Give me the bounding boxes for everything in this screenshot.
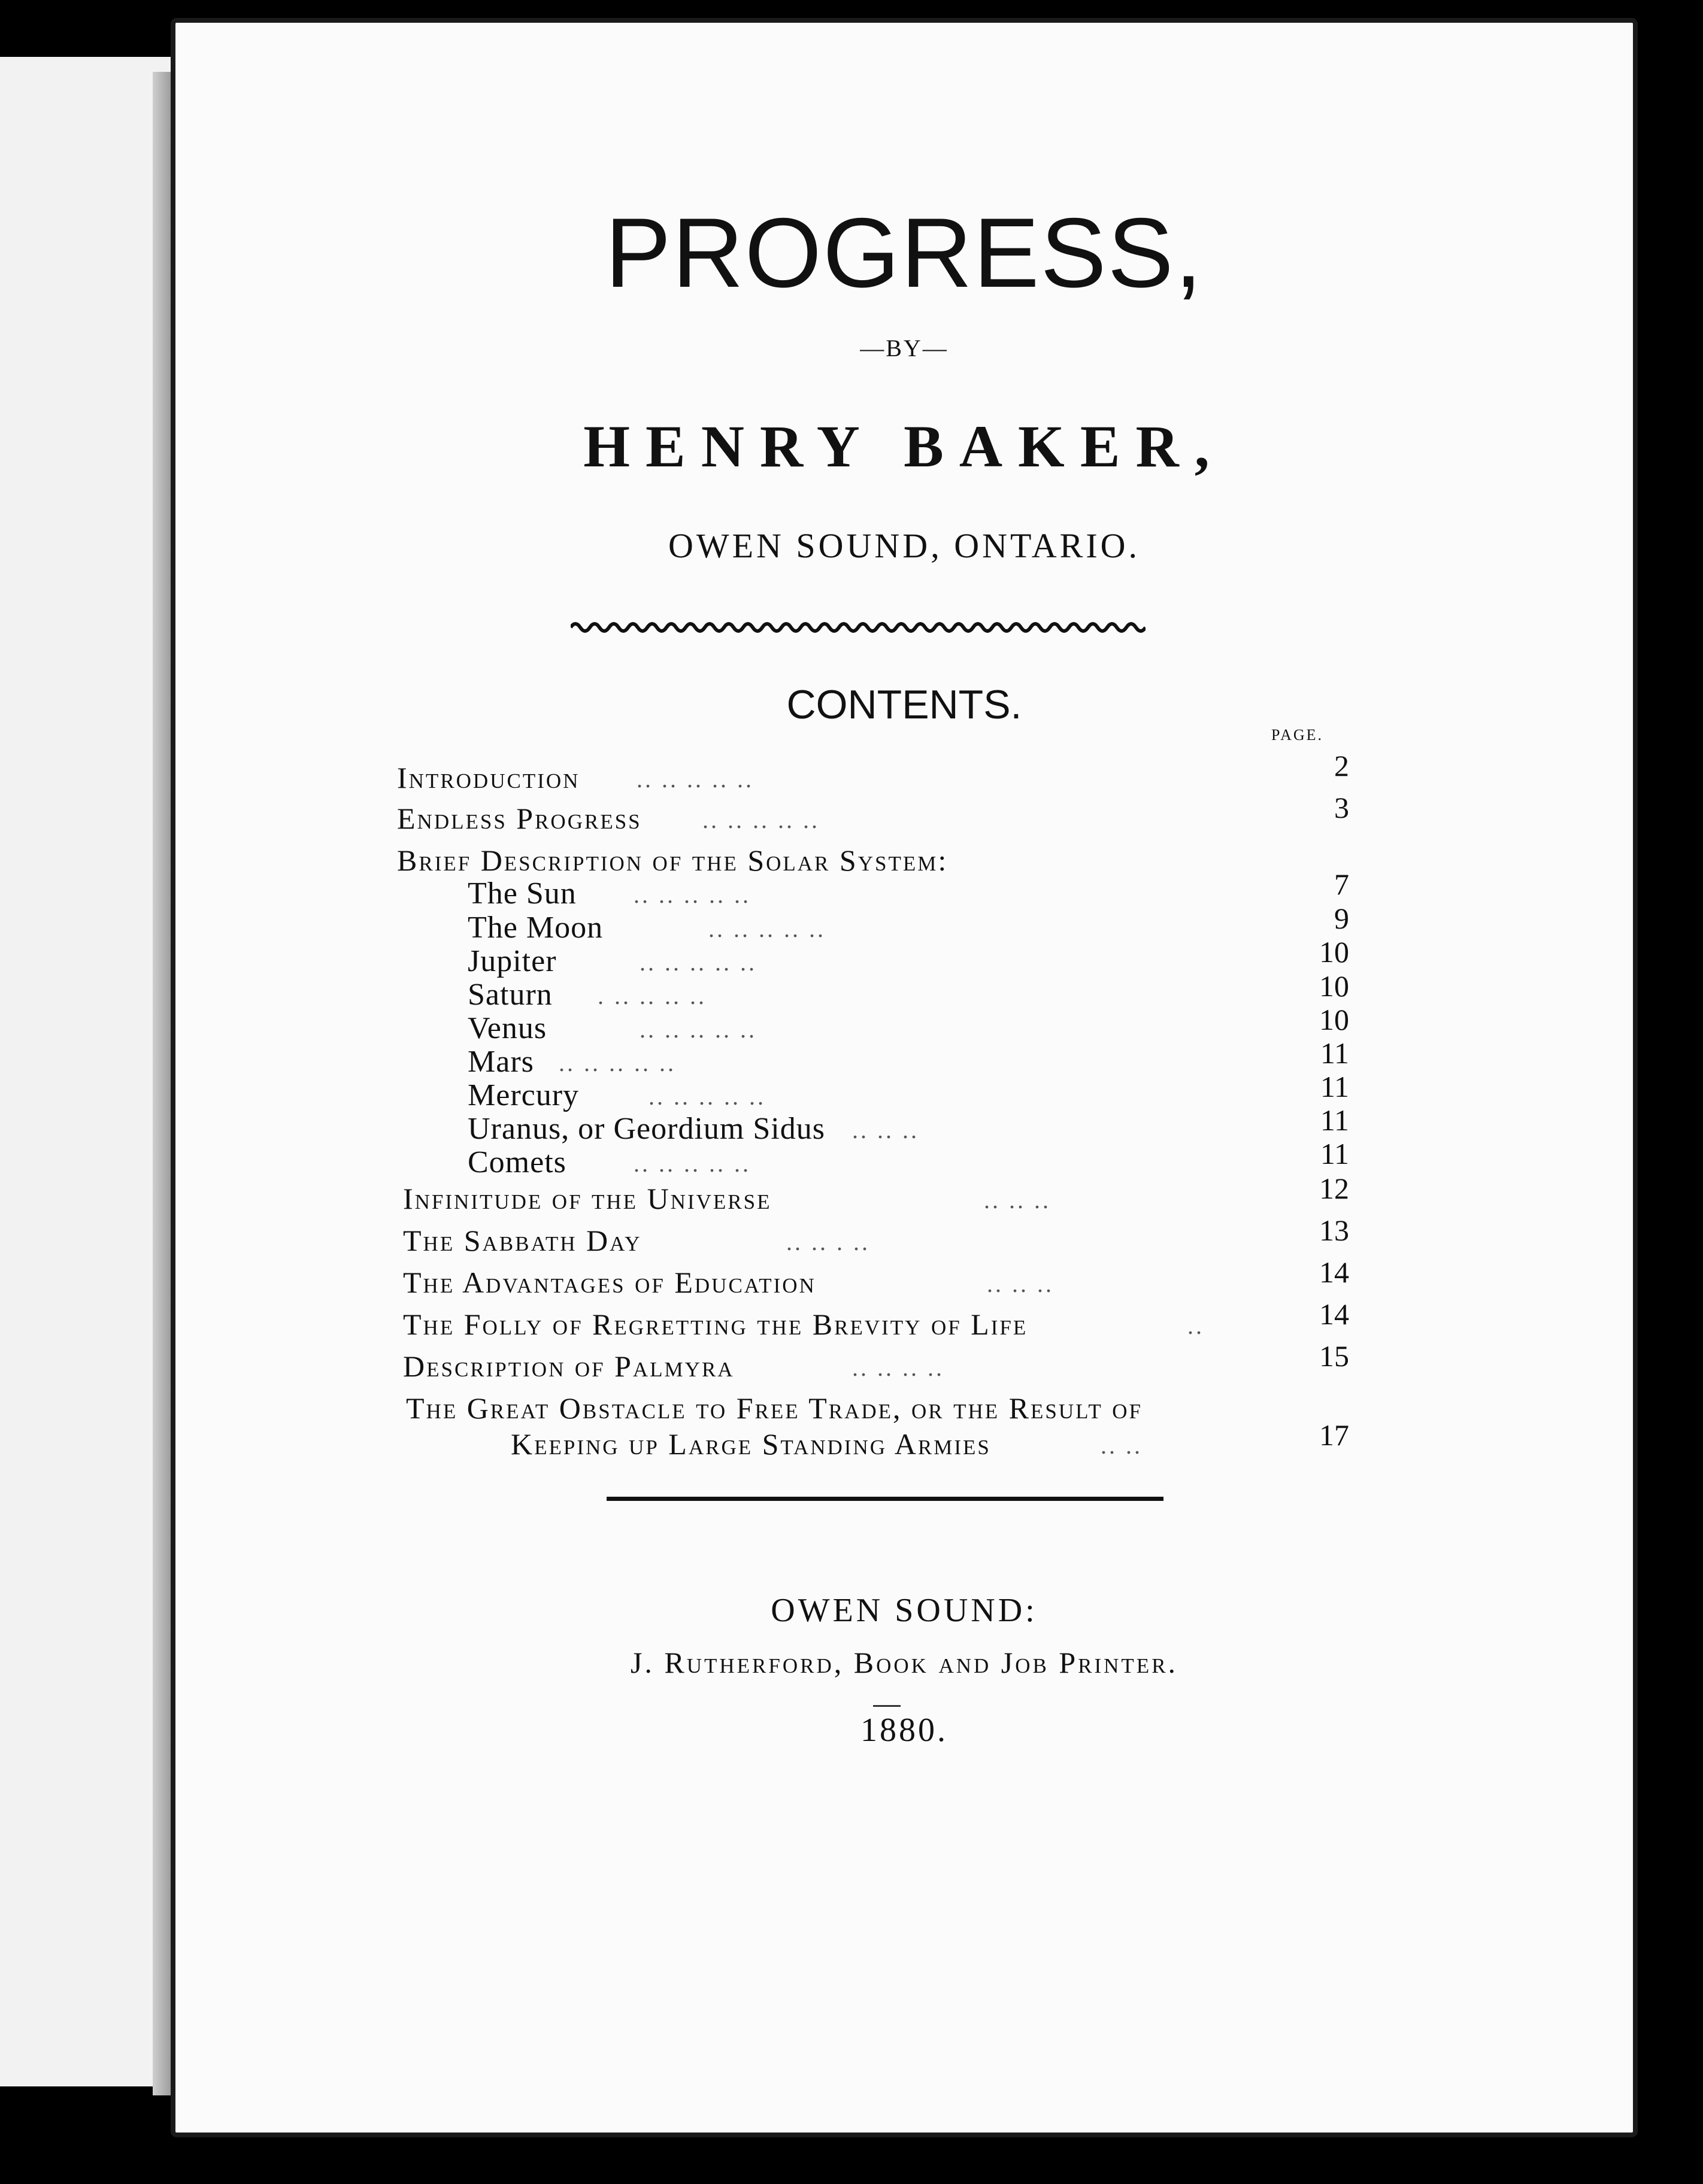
toc-page-number: 10 [1319,1003,1349,1036]
toc-subentry-label: The Moon [468,911,604,945]
toc-leader-dots: .. .. .. [984,1187,1051,1214]
toc-entry-label-continued: Keeping up Large Standing Armies [511,1427,991,1461]
toc-leader-dots: .. .. [1101,1432,1143,1459]
toc-subentry-label: Uranus, or Geordium Sidus [468,1112,825,1146]
toc-page-number: 10 [1319,935,1349,969]
toc-subentry-label: Venus [468,1011,547,1045]
toc-page-number: 17 [1319,1418,1349,1452]
toc-leader-dots: .. .. .. .. .. [634,1150,751,1177]
toc-subentry-label: Jupiter [468,944,557,978]
toc-page-number: 10 [1319,969,1349,1003]
toc-subentry-label: Saturn [468,978,553,1012]
title-page [171,18,1638,2137]
toc-entry-label: The Folly of Regretting the Brevity of Life [403,1308,1028,1341]
page-column-heading: PAGE. [1271,726,1324,744]
toc-page-number: 14 [1319,1297,1349,1331]
imprint-printer: J. Rutherford, Book and Job Printer. [630,1646,1178,1679]
toc-subentry-label: The Sun [468,876,577,911]
toc-leader-dots: .. [1187,1312,1204,1339]
toc-leader-dots: .. .. .. .. .. [637,766,754,793]
toc-leader-dots: . .. .. .. .. [598,982,707,1009]
author-location: OWEN SOUND, ONTARIO. [668,526,1141,565]
toc-leader-dots: .. .. . .. [786,1228,870,1255]
toc-entry-label: Introduction [397,761,580,794]
toc-entry-label: Description of Palmyra [403,1349,735,1383]
toc-leader-dots: .. .. .. .. .. [702,806,820,833]
toc-page-number: 14 [1319,1255,1349,1289]
toc-leader-dots: .. .. .. .. .. [640,1016,757,1043]
toc-entry-label: Endless Progress [397,802,642,835]
toc-leader-dots: .. .. .. .. .. [649,1083,766,1110]
toc-page-number: 11 [1320,1137,1349,1170]
toc-page-number: 11 [1320,1103,1349,1137]
toc-subentry-label: Mars [468,1045,534,1079]
toc-page-number: 11 [1320,1036,1349,1070]
toc-entry-label: Infinitude of the Universe [403,1182,772,1215]
toc-page-number: 3 [1334,791,1349,824]
toc-leader-dots: .. .. .. .. .. [640,949,757,976]
toc-leader-dots: .. .. .. [987,1270,1054,1297]
author-name: HENRY BAKER, [583,413,1225,480]
publication-year: 1880. [860,1712,948,1749]
toc-page-number: 12 [1319,1172,1349,1205]
toc-page-number: 13 [1319,1214,1349,1247]
toc-leader-dots: .. .. .. [852,1117,919,1143]
toc-page-number: 15 [1319,1339,1349,1373]
by-line: —BY— [860,335,949,362]
short-divider [873,1705,901,1707]
toc-leader-dots: .. .. .. .. .. [708,915,826,942]
divider-rule [607,1497,1163,1501]
toc-section-heading: Brief Description of the Solar System: [397,844,949,877]
toc-page-number: 7 [1334,867,1349,901]
toc-leader-dots: .. .. .. .. .. [634,881,751,908]
contents-heading: CONTENTS. [786,682,1022,727]
toc-page-number: 11 [1320,1070,1349,1103]
toc-leader-dots: .. .. .. .. .. [559,1049,676,1076]
book-title: PROGRESS, [605,198,1204,308]
toc-entry-label: The Advantages of Education [403,1266,816,1299]
toc-leader-dots: .. .. .. .. [852,1354,944,1381]
toc-entry-label: The Great Obstacle to Free Trade, or the Result of [406,1391,1143,1425]
toc-subentry-label: Mercury [468,1078,580,1112]
toc-page-number: 9 [1334,902,1349,935]
toc-entry-label: The Sabbath Day [403,1224,642,1257]
imprint-city: OWEN SOUND: [771,1592,1038,1629]
toc-subentry-label: Comets [468,1145,566,1179]
toc-page-number: 2 [1334,749,1349,782]
decorative-flourish [571,615,1146,636]
